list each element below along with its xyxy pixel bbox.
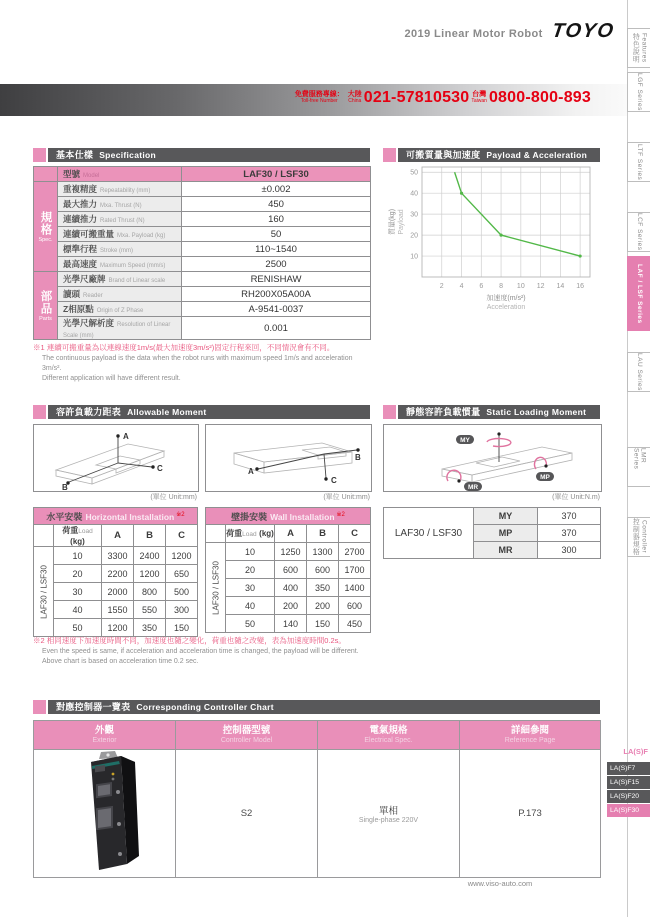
sidebar-tab-controller[interactable]: 控制器規格 Controller [627,517,650,557]
family-tab-la-s-f15[interactable]: LA(S)F15 [607,776,650,789]
install-cell: 550 [134,601,166,619]
note-1: ※1 連續可搬重量為以連線速度1m/s(最大加速度3m/s²)固定行程來回，不同情況會有不同。 The continuous payload is the data when the robot runs with maximum speed 1m/s and acceleration 3m/s². Different application will have different result. [33,343,353,383]
install-cell: 30 [54,583,102,601]
static-moment-table [383,507,601,559]
install-cell: 10 [54,547,102,565]
spec-table [33,166,371,340]
svg-text:8: 8 [499,283,504,290]
col-header: C [166,525,198,547]
install-data-row [206,615,371,633]
install-cell: 450 [339,615,371,633]
install-cell: 50 [54,619,102,637]
install-data-row [206,579,371,597]
install-cell: 10 [226,543,275,561]
spec-row [34,167,371,182]
spec-value: RH200X05A00A [182,287,371,302]
website-url: www.viso-auto.com [467,879,533,888]
install-title-row: 水平安裝 Horizontal Installation $^{※2}$ [34,508,198,525]
col-header: B [307,525,339,543]
install-data-row [34,619,198,637]
spec-label: Z相原點 Origin of Z Phase [58,302,182,317]
spec-value: 2500 [182,257,371,272]
pink-square [33,148,46,162]
family-tab-la-s-f20[interactable]: LA(S)F20 [607,790,650,803]
note-2: ※2 相同速度下加速度時間不同，加速度也隨之變化，荷重也隨之改變，表為加速度時間0.2s。 Even the speed is same, if acceleration and acceleration time is changed, the payload will be different. Above chart is based on acceleration time 0.2 sec. [33,636,359,666]
install-cell: 2000 [102,583,134,601]
install-cell: 2200 [102,565,134,583]
install-cell: 50 [226,615,275,633]
electrical-spec-zh: 單相 [378,806,398,817]
install-cell: 200 [275,597,307,615]
family-tab-la-s-f7[interactable]: LA(S)F7 [607,762,650,775]
sidebar-tab-laf-lsf-series[interactable]: LAF / LSF Series [627,256,650,331]
sidebar-tab-lau-series[interactable]: LAU Series [627,352,650,392]
install-header-row [206,525,371,543]
unit-nm: (單位 Unit:N.m) [552,494,600,501]
install-cell: 40 [226,597,275,615]
spec-label: 連續推力 Rated Thrust (N) [58,212,182,227]
section-payload-acceleration: 可搬質量與加速度 Payload & Acceleration [383,148,600,162]
install-cell: 150 [307,615,339,633]
install-header-row [34,525,198,547]
family-tab-la-s-f30[interactable]: LA(S)F30 [607,804,650,817]
svg-text:10: 10 [410,253,418,261]
install-title-row: 壁掛安裝 Wall Installation $^{※2}$ [206,508,371,525]
spec-label: 最高速度 Maximum Speed (mm/s) [58,257,182,272]
install-model-band: LAF30 / LSF30 [206,543,226,633]
install-cell: 1250 [275,543,307,561]
electrical-spec-en: Single-phase 220V [358,817,419,824]
svg-text:質量(kg): 質量(kg) [389,208,396,236]
unit-mm-right: (單位 Unit:mm) [323,494,370,501]
install-cell: 3300 [102,547,134,565]
controller-table [33,720,601,878]
install-data-row [206,561,371,579]
spec-label: 型號 Model [58,167,182,182]
horizontal-moment-diagram [33,424,199,492]
install-cell: 1200 [102,619,134,637]
svg-text:Acceleration: Acceleration [486,304,526,311]
spec-row [34,212,371,227]
spec-value: ±0.002 [182,182,371,197]
spec-row [34,272,371,287]
label-a: A [248,467,254,476]
brand-line [405,20,614,43]
svg-text:30: 30 [410,211,418,219]
label-a: A [123,432,129,441]
unit-mm-left: (單位 Unit:mm) [150,494,197,501]
svg-text:50: 50 [410,169,418,177]
spec-value: RENISHAW [182,272,371,287]
hotline [293,89,591,107]
install-data-row [34,565,198,583]
spec-row [34,242,371,257]
payload-acceleration-chart [383,166,600,312]
section-controller-chart: 對應控制器一覽表 Corresponding Controller Chart [33,700,600,714]
spec-row [34,182,371,197]
spec-row [34,287,371,302]
spec-row [34,317,371,340]
spec-row [34,257,371,272]
spec-group-spec: 規格 Spec. [34,182,58,272]
label-b: B [355,453,361,462]
hotline-china-number: 021-57810530 [363,89,470,106]
controller-image-cell [34,750,176,878]
section-static-loading-moment: 靜態容許負載慣量 Static Loading Moment [383,405,600,419]
install-cell: 1700 [339,561,371,579]
install-cell: 2700 [339,543,371,561]
label-mr: MR [467,484,479,491]
sidebar-tab-lgf-series[interactable]: LGF Series [627,72,650,112]
install-cell: 140 [275,615,307,633]
install-cell: 1200 [134,565,166,583]
pink-square [383,405,396,419]
spec-value: 0.001 [182,317,371,340]
spec-label: 連續可搬重量 Mxa. Payload (kg) [58,227,182,242]
install-cell: 650 [166,565,198,583]
svg-text:Payload: Payload [398,209,405,235]
controller-col-header: 電氣規格 Electrical Spec. [318,721,460,750]
install-data-row [34,547,198,565]
install-cell: 2400 [134,547,166,565]
install-cell: 350 [307,579,339,597]
sidebar-tab-lcf-series[interactable]: LCF Series [627,212,650,252]
install-cell: 350 [134,619,166,637]
moment-key: MP [474,525,538,542]
reference-page-value[interactable]: P.173 [460,750,601,878]
static-moment-diagram [383,424,602,492]
sidebar-tab-features[interactable]: 特色說明 Features [627,28,650,68]
year-line: 2019 Linear Motor Robot [404,28,543,40]
install-cell: 400 [275,579,307,597]
hotline-band [0,84,627,116]
spec-row [34,302,371,317]
controller-col-header: 詳細參閱 Reference Page [460,721,601,750]
label-my: MY [460,437,470,444]
controller-model-value: S2 [176,750,318,878]
install-cell: 20 [226,561,275,579]
load-header: 荷重Load (kg) [226,525,275,543]
moment-value: 370 [538,525,601,542]
section-allowable-moment: 容許負載力距表 Allowable Moment [33,405,370,419]
svg-text:6: 6 [479,283,484,290]
spec-label: 讀頭 Reader [58,287,182,302]
hotline-label: 免費服務專線： Toll-free Number [294,91,344,105]
install-cell: 1300 [307,543,339,561]
load-header: 荷重Load (kg) [54,525,102,547]
col-header: B [134,525,166,547]
hotline-taiwan-number: 0800-800-893 [488,89,591,106]
pink-square [33,405,46,419]
spec-value: 110~1540 [182,242,371,257]
spec-value: A-9541-0037 [182,302,371,317]
family-label: LA(S)F [623,747,648,756]
svg-text:12: 12 [536,283,545,290]
install-cell: 150 [166,619,198,637]
spec-row [34,197,371,212]
pink-square [383,148,396,162]
spec-band-empty [34,167,58,182]
svg-text:4: 4 [459,283,464,290]
install-data-row [206,543,371,561]
svg-text:14: 14 [556,283,565,290]
moment-value: 370 [538,508,601,525]
sidebar-tab-ltf-series[interactable]: LTF Series [627,142,650,182]
install-cell: 600 [307,561,339,579]
static-moment-row [384,508,601,525]
controller-col-header: 控制器型號 Controller Model [176,721,318,750]
svg-text:40: 40 [410,190,418,198]
install-cell: 1200 [166,547,198,565]
install-cell: 500 [166,583,198,601]
static-model: LAF30 / LSF30 [384,508,474,559]
moment-key: MR [474,542,538,559]
section-specification: 基本仕樣 Specification [33,148,370,162]
install-cell: 600 [339,597,371,615]
install-cell: 30 [226,579,275,597]
install-data-row [34,583,198,601]
svg-text:16: 16 [576,283,585,290]
spec-label: 重複精度 Repeatability (mm) [58,182,182,197]
label-c: C [157,464,163,473]
install-cell: 1400 [339,579,371,597]
install-model-band: LAF30 / LSF30 [34,547,54,637]
label-b: B [62,483,68,491]
label-c: C [331,476,337,485]
spec-label: 光學尺廠牌 Brand of Linear scale [58,272,182,287]
spec-value: 160 [182,212,371,227]
col-header: C [339,525,371,543]
spec-group-parts: 部品 Parts [34,272,58,340]
spec-value: 450 [182,197,371,212]
controller-col-header: 外觀 Exterior [34,721,176,750]
controller-electrical-cell [318,750,460,878]
spec-value: 50 [182,227,371,242]
install-cell: 800 [134,583,166,601]
install-cell: 20 [54,565,102,583]
spec-label: 標準行程 Stroke (mm) [58,242,182,257]
svg-text:10: 10 [516,283,525,290]
toyo-logo: TOYO [550,20,616,42]
svg-text:20: 20 [410,232,418,240]
label-mp: MP [540,474,550,481]
horizontal-installation-table [33,507,198,637]
col-header: A [275,525,307,543]
install-cell: 1550 [102,601,134,619]
wall-installation-table [205,507,371,633]
spec-row [34,227,371,242]
install-data-row [206,597,371,615]
col-header: A [102,525,134,547]
pink-square [33,700,46,714]
wall-moment-diagram [205,424,372,492]
install-cell: 300 [166,601,198,619]
install-cell: 200 [307,597,339,615]
hotline-china: 大陸 China [347,91,362,105]
svg-text:2: 2 [439,283,444,290]
install-cell: 40 [54,601,102,619]
moment-key: MY [474,508,538,525]
hotline-taiwan: 台灣 Taiwan [471,91,487,105]
spec-label: 光學尺解析度 Resolution of Linear Scale (mm) [58,317,182,340]
install-cell: 600 [275,561,307,579]
svg-text:加速度(m/s²): 加速度(m/s²) [486,295,526,302]
spec-value: LAF30 / LSF30 [182,167,371,182]
moment-value: 300 [538,542,601,559]
install-data-row [34,601,198,619]
spec-label: 最大推力 Mxa. Thrust (N) [58,197,182,212]
sidebar-tab-lmr-series[interactable]: LMR Series [627,447,650,487]
controller-device-image [55,750,155,872]
